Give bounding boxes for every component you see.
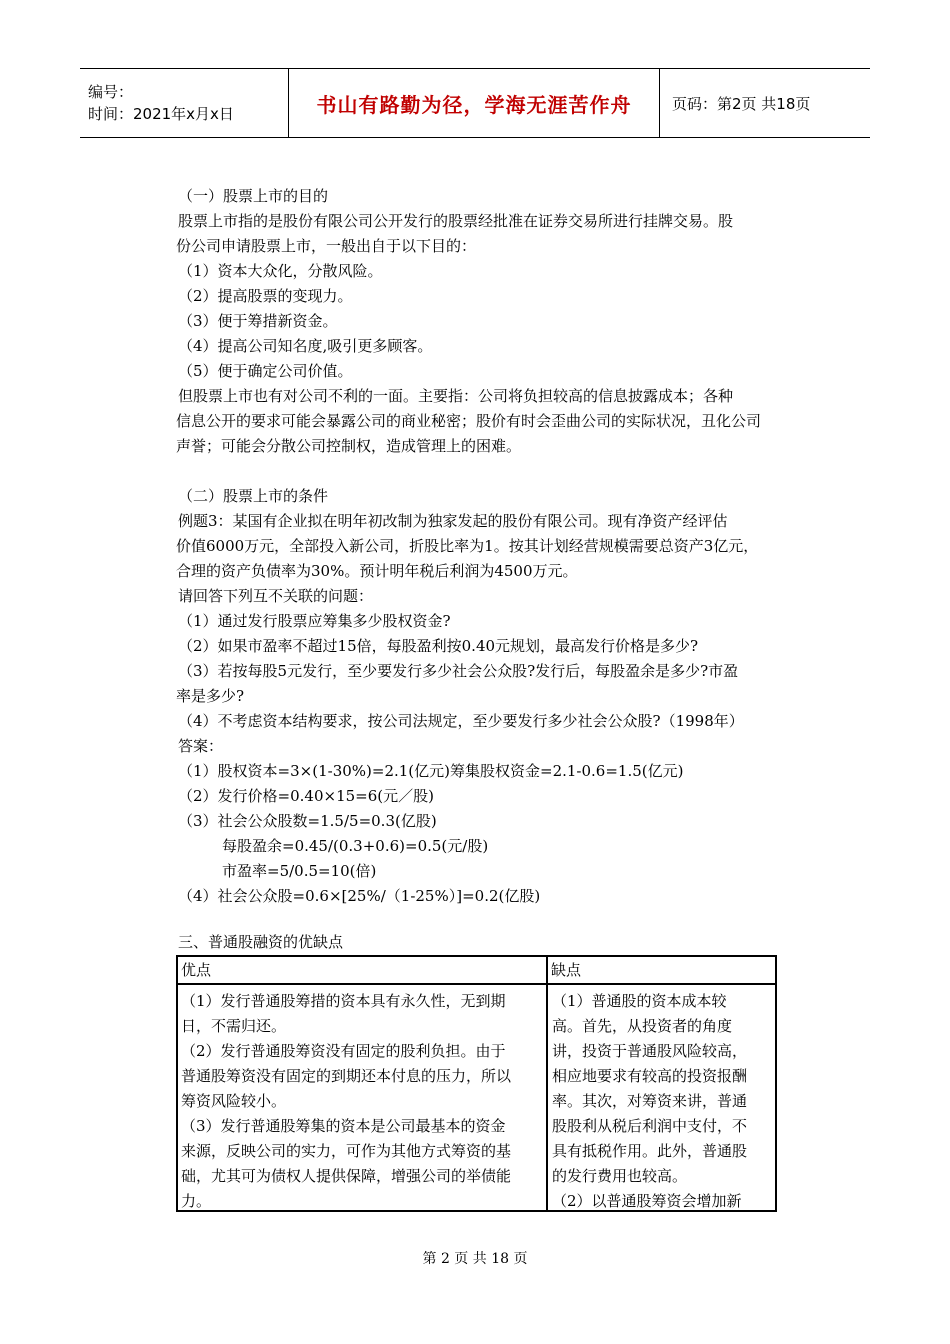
paragraph-line: 价值6000万元，全部投入新公司，折股比率为1。按其计划经营规模需要总资产3亿元， [176,537,759,555]
pros-line: （3）发行普通股筹集的资本是公司最基本的资金 [181,1117,506,1135]
question-item-continued: 率是多少? [176,687,245,705]
question-item: （4）不考虑资本结构要求，按公司法规定，至少要发行多少社会公众股?（1998年） [178,712,744,730]
pros-cell [178,985,548,1210]
list-item: （5）便于确定公司价值。 [178,362,353,380]
pros-line: 力。 [181,1192,212,1210]
subheading-listing-conditions: （二）股票上市的条件 [178,487,329,505]
cons-line: 具有抵税作用。此外，普通股 [552,1142,748,1160]
page-header [80,68,870,138]
motto: 书山有路勤为径，学海无涯苦作舟 [316,92,632,117]
question-item: （3）若按每股5元发行，至少要发行多少社会公众股?发行后，每股盈余是多少?市盈 [178,662,739,680]
answer-label: 答案： [178,737,224,755]
number-label: 编号： [88,83,134,101]
header-meta [80,69,288,137]
cons-cell [548,985,775,1210]
list-item: （4）提高公司知名度,吸引更多顾客。 [178,337,433,355]
cons-line: （2）以普通股筹资会增加新 [552,1192,742,1210]
paragraph-line: 份公司申请股票上市，一般出自于以下目的： [176,237,477,255]
answer-item: （4）社会公众股=0.6×[25%/（1-25%）]=0.2(亿股) [178,887,541,905]
cons-line: 讲，投资于普通股风险较高， [552,1042,748,1060]
cons-line: 率。其次，对筹资来讲，普通 [552,1092,748,1110]
question-item: （1）通过发行股票应筹集多少股权资金? [178,612,451,630]
paragraph-line: 合理的资产负债率为30%。预计明年税后利润为4500万元。 [176,562,578,580]
header-cons: 缺点 [551,961,582,979]
header-pros: 优点 [178,957,548,983]
header-motto-cell [288,69,660,137]
cons-line: 的发行费用也较高。 [552,1167,688,1185]
pros-line: （2）发行普通股筹资没有固定的股利负担。由于 [181,1042,506,1060]
paragraph-line: 例题3：某国有企业拟在明年初改制为独家发起的股份有限公司。现有净资产经评估 [178,512,728,530]
cons-line: 相应地要求有较高的投资报酬 [552,1067,748,1085]
table-body-row [178,985,775,1210]
subheading-listing-purpose: （一）股票上市的目的 [178,187,329,205]
pros-line: 来源，反映公司的实力，可作为其他方式筹资的基 [181,1142,512,1160]
list-item: （1）资本大众化，分散风险。 [178,262,383,280]
document-body [178,184,798,909]
paragraph-line: 请回答下列互不关联的问题： [178,587,374,605]
spacer [178,459,798,484]
answer-subitem: 每股盈余=0.45/(0.3+0.6)=0.5(元/股) [222,837,489,855]
pros-line: （1）发行普通股筹措的资本具有永久性，无到期 [181,992,506,1010]
cons-line: 高。首先，从投资者的角度 [552,1017,733,1035]
time-label: 时间：2021年x月x日 [88,105,234,123]
paragraph-line: 股票上市指的是股份有限公司公开发行的股票经批准在证券交易所进行挂牌交易。股 [178,212,734,230]
paragraph-line: 但股票上市也有对公司不利的一面。主要指：公司将负担较高的信息披露成本；各种 [178,387,734,405]
header-page-info: 页码：第2页 共18页 [672,94,811,113]
pros-line: 日，不需归还。 [181,1017,287,1035]
question-item: （2）如果市盈率不超过15倍，每股盈利按0.40元规划，最高发行价格是多少? [178,637,699,655]
answer-subitem: 市盈率=5/0.5=10(倍) [222,862,377,880]
page-footer: 第 2 页 共 18 页 [422,1251,528,1267]
answer-item: （2）发行价格=0.40×15=6(元／股) [178,787,434,805]
pros-line: 普通股筹资没有固定的到期还本付息的压力，所以 [181,1067,512,1085]
pros-line: 筹资风险较小。 [181,1092,287,1110]
answer-item: （1）股权资本=3×(1-30%)=2.1(亿元)筹集股权资金=2.1-0.6=1.5(亿元) [178,762,684,780]
pros-cons-table [176,955,777,1212]
section-heading-pros-cons: 三、普通股融资的优缺点 [178,933,344,951]
cons-line: （1）普通股的资本成本较 [552,992,727,1010]
table-header-row [178,957,775,985]
list-item: （3）便于筹措新资金。 [178,312,338,330]
list-item: （2）提高股票的变现力。 [178,287,353,305]
pros-line: 础，尤其可为债权人提供保障，增强公司的举债能 [181,1167,512,1185]
cons-line: 股股利从税后利润中支付，不 [552,1117,748,1135]
paragraph-line: 声誉；可能会分散公司控制权，造成管理上的困难。 [176,437,522,455]
answer-item: （3）社会公众股数=1.5/5=0.3(亿股) [178,812,437,830]
paragraph-line: 信息公开的要求可能会暴露公司的商业秘密；股价有时会歪曲公司的实际状况，丑化公司 [176,412,762,430]
